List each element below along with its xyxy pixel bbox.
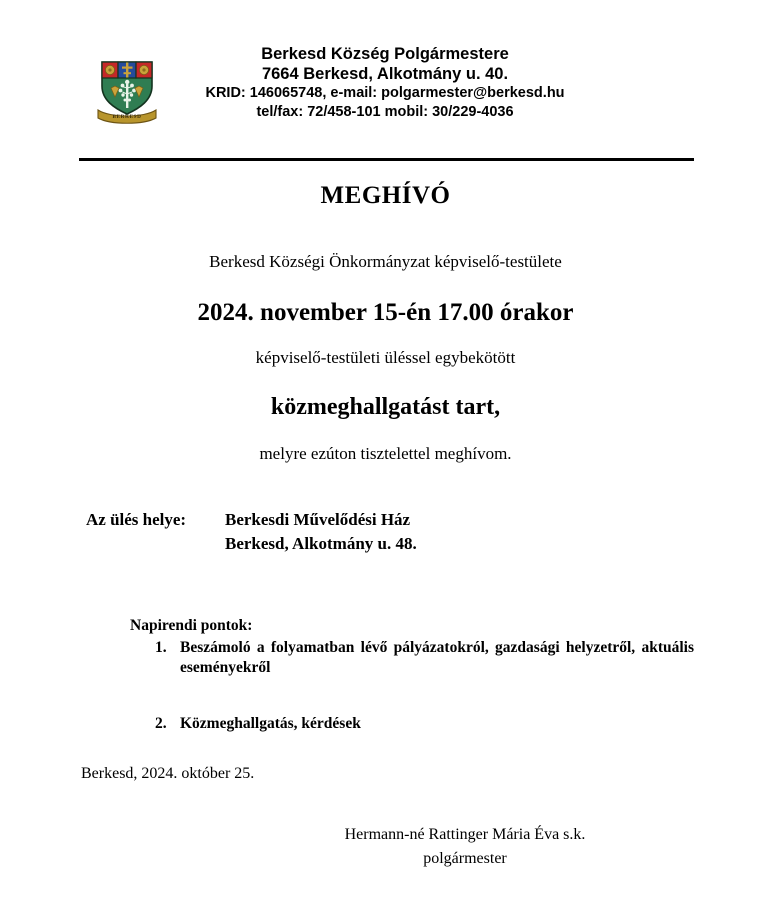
letterhead-text-block — [160, 44, 610, 122]
invitation-sentence: melyre ezúton tisztelettel meghívom. — [259, 444, 512, 463]
letterhead-line-office: Berkesd Község Polgármestere — [261, 45, 509, 63]
signature-block — [285, 823, 645, 871]
agenda-item — [130, 638, 694, 678]
agenda-item-text: Beszámoló a folyamatban lévő pályázatokról, gazdasági helyzetről, aktuális eseményekről — [180, 639, 694, 676]
agenda-item — [130, 714, 694, 734]
header-divider — [79, 158, 694, 161]
venue-name: Berkesdi Művelődési Ház — [225, 510, 411, 529]
signer-name: Hermann-né Rattinger Mária Éva s.k. — [344, 826, 586, 843]
venue-address: Berkesd, Alkotmány u. 48. — [225, 534, 417, 553]
letterhead-line-phone: tel/fax: 72/458-101 mobil: 30/229-4036 — [256, 104, 514, 120]
letterhead-line-krid-email: KRID: 146065748, e-mail: polgarmester@berkesd.hu — [205, 85, 565, 101]
meeting-datetime: 2024. november 15-én 17.00 órakor — [197, 299, 574, 326]
venue-values — [225, 508, 417, 556]
event-type: közmeghallgatást tart, — [270, 394, 501, 420]
berkesd-coat-of-arms-icon — [96, 48, 158, 126]
venue-label: Az ülés helye: — [86, 510, 187, 529]
council-name: Berkesd Községi Önkormányzat képviselő-testülete — [209, 252, 562, 271]
agenda-list — [130, 638, 694, 734]
agenda-item-number: 1. — [155, 639, 167, 656]
joint-session-note: képviselő-testületi üléssel egybekötött — [255, 348, 516, 367]
crest-banner-text: BERKESD — [112, 114, 142, 121]
letterhead — [0, 44, 771, 134]
agenda-heading: Napirendi pontok: — [130, 617, 253, 634]
letterhead-line-address: 7664 Berkesd, Alkotmány u. 40. — [261, 65, 509, 83]
place-and-date: Berkesd, 2024. október 25. — [81, 765, 255, 782]
agenda-block — [130, 616, 694, 734]
agenda-item-number: 2. — [155, 715, 167, 732]
signer-title: polgármester — [423, 850, 507, 867]
agenda-item-text: Közmeghallgatás, kérdések — [180, 715, 361, 732]
document-title: MEGHÍVÓ — [320, 182, 451, 209]
